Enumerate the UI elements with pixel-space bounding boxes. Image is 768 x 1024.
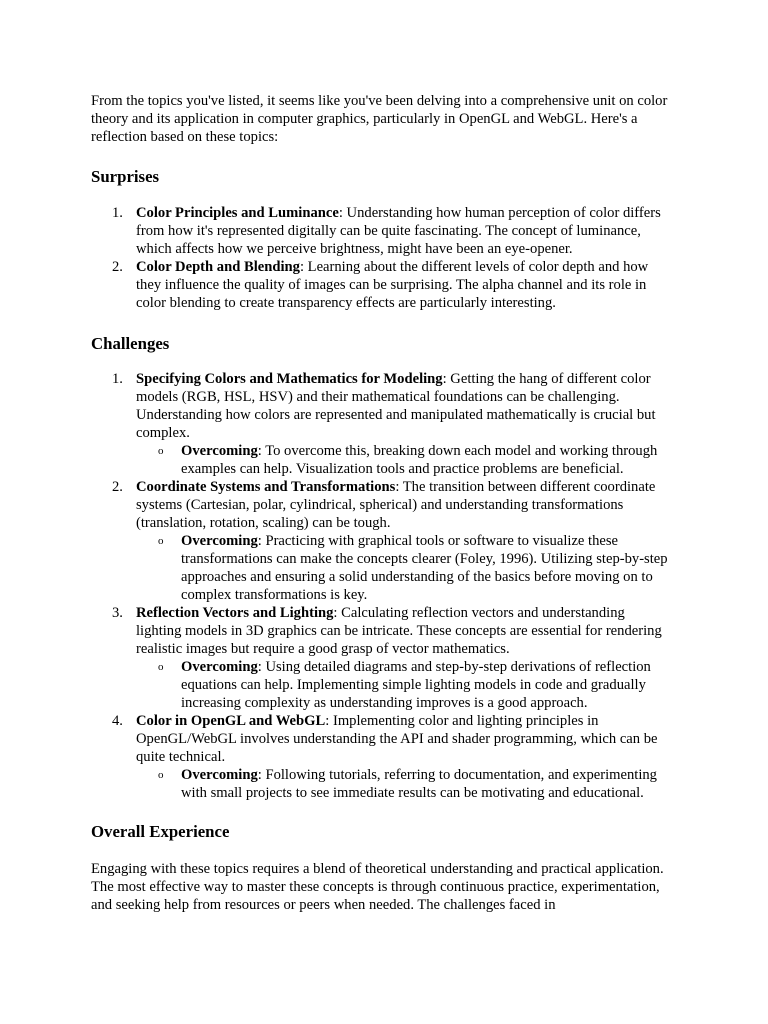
overcoming-list [136, 442, 668, 478]
overcoming-item [136, 532, 668, 604]
overcoming-label: Overcoming [181, 767, 258, 783]
overcoming-label: Overcoming [181, 659, 258, 675]
intro-paragraph: From the topics you've listed, it seems like you've been delving into a comprehensive unit on color theory and its application in computer graphics, particularly in OpenGL and WebGL. Here's a reflection based on these topics: [91, 93, 668, 145]
item-title: Reflection Vectors and Lighting [136, 605, 334, 621]
overcoming-text: : Practicing with graphical tools or software to visualize these transformations can make the concepts clearer (Foley, 1996). Utilizing step-by-step approaches and ensuring a solid understanding of the basics before moving on to complex transformations is key. [181, 533, 668, 603]
item-text: : Calculating reflection vectors and understanding lighting models in 3D graphics can be intricate. These concepts are essential for rendering realistic images but require a good grasp of vector mathematics. [136, 605, 662, 657]
overcoming-text: : Using detailed diagrams and step-by-step derivations of reflection equations can help. Implementing simple lighting models in code and gradually increasing complexity as understanding improves is a good approach. [181, 659, 651, 711]
item-title: Coordinate Systems and Transformations [136, 479, 396, 495]
hollow-bullet-icon: o [158, 661, 164, 673]
hollow-bullet-icon: o [158, 769, 164, 781]
overall-experience-paragraph: Engaging with these topics requires a blend of theoretical understanding and practical application. The most effective way to master these concepts is through continuous practice, experimentation, and seeking help from resources or peers when needed. The challenges faced in [91, 861, 664, 913]
list-number: 4. [112, 713, 123, 729]
challenges-item [91, 604, 668, 712]
challenges-heading: Challenges [91, 334, 170, 353]
list-number: 1. [112, 371, 123, 387]
item-title: Specifying Colors and Mathematics for Modeling [136, 371, 443, 387]
overcoming-text: : Following tutorials, referring to documentation, and experimenting with small projects to see immediate results can be motivating and educational. [181, 767, 657, 801]
surprises-heading: Surprises [91, 167, 160, 186]
challenges-list [91, 370, 668, 802]
item-text: : The transition between different coordinate systems (Cartesian, polar, cylindrical, spherical) and understanding transformations (translation, rotation, scaling) can be tough. [136, 479, 656, 531]
item-text: : Implementing color and lighting principles in OpenGL/WebGL involves understanding the API and shader programming, which can be quite technical. [136, 713, 658, 765]
challenges-item [91, 712, 668, 802]
overcoming-list [136, 766, 668, 802]
item-text: : Getting the hang of different color models (RGB, HSL, HSV) and their mathematical foundations can be challenging. Understanding how colors are represented and manipulated mathematically is crucial but complex. [136, 371, 656, 441]
list-number: 1. [112, 205, 123, 221]
list-number: 2. [112, 259, 123, 275]
list-number: 3. [112, 605, 123, 621]
item-title: Color in OpenGL and WebGL [136, 713, 326, 729]
item-text: : Understanding how human perception of color differs from how it's represented digitally can be quite fascinating. The concept of luminance, which affects how we perceive brightness, might have been an eye-opener. [136, 205, 661, 257]
item-title: Color Principles and Luminance [136, 205, 339, 221]
overcoming-label: Overcoming [181, 443, 258, 459]
overcoming-item [136, 442, 668, 478]
item-title: Color Depth and Blending [136, 259, 300, 275]
challenges-item [91, 370, 668, 478]
item-text: : Learning about the different levels of color depth and how they influence the quality of images can be surprising. The alpha channel and its role in color blending to create transparency effects are particularly interesting. [136, 259, 649, 311]
overcoming-text: : To overcome this, breaking down each model and working through examples can help. Visualization tools and practice problems are beneficial. [181, 443, 658, 477]
overcoming-item [136, 766, 668, 802]
overcoming-list [136, 532, 668, 604]
hollow-bullet-icon: o [158, 535, 164, 547]
overcoming-item [136, 658, 668, 712]
list-number: 2. [112, 479, 123, 495]
overall-experience-heading: Overall Experience [91, 822, 230, 841]
overcoming-label: Overcoming [181, 533, 258, 549]
challenges-item [91, 478, 668, 604]
surprises-item [91, 258, 668, 312]
surprises-list [91, 204, 668, 312]
overcoming-list [136, 658, 668, 712]
surprises-item [91, 204, 668, 258]
hollow-bullet-icon: o [158, 445, 164, 457]
